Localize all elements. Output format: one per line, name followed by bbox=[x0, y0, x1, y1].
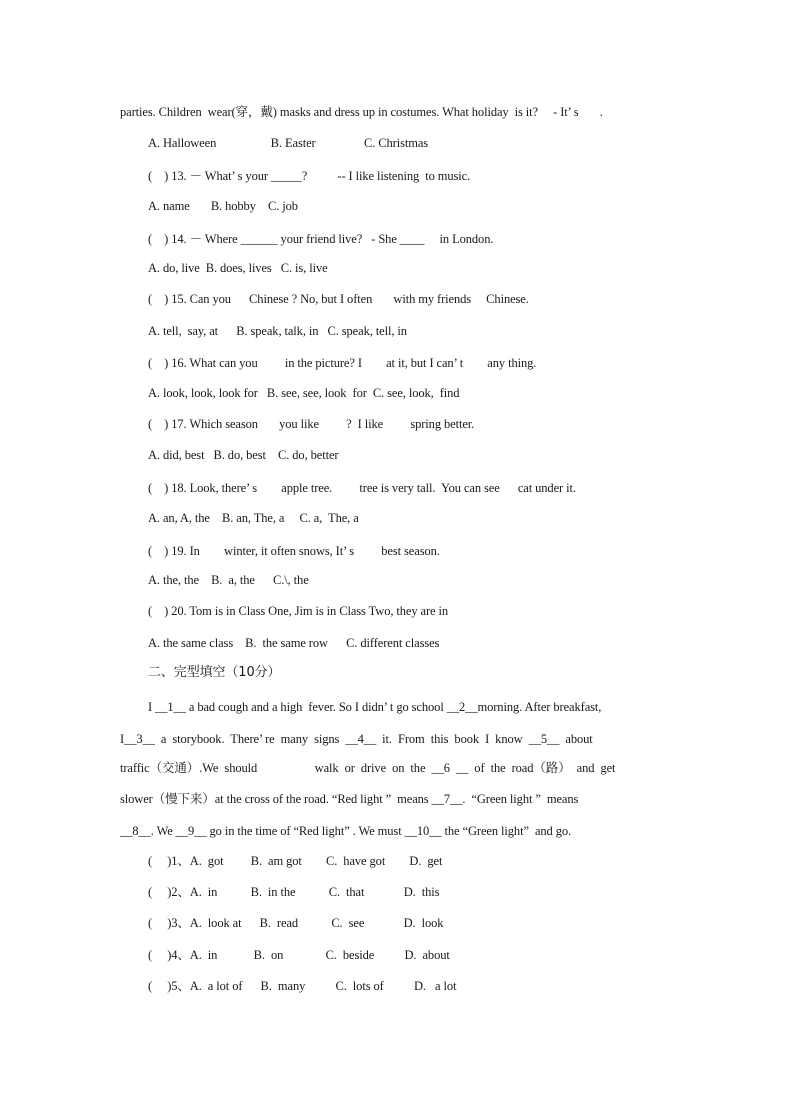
cloze-item-1: ( )1、A. got B. am got C. have got D. get bbox=[148, 854, 443, 868]
question-19-options: A. the, the B. a, the C.\, the bbox=[148, 573, 309, 587]
question-20: ( ) 20. Tom is in Class One, Jim is in Class Two, they are in bbox=[148, 604, 449, 618]
question-16: ( ) 16. What can you in the picture? I at it, but I can’ t any thing. bbox=[148, 356, 537, 370]
question-12-options: A. Halloween B. Easter C. Christmas bbox=[148, 136, 429, 150]
question-18: ( ) 18. Look, there’ s apple tree. tree is very tall. You can see cat under it. bbox=[148, 481, 576, 495]
passage-line-2: I__3__ a storybook. There’ re many signs __4__ it. From this book I know __5__ about bbox=[120, 732, 593, 746]
question-14: ( ) 14. － Where ______ your friend live? - She ____ in London. bbox=[148, 232, 494, 246]
cloze-item-3: ( )3、A. look at B. read C. see D. look bbox=[148, 916, 444, 930]
cloze-item-5: ( )5、A. a lot of B. many C. lots of D. a lot bbox=[148, 979, 457, 993]
cloze-item-4: ( )4、A. in B. on C. beside D. about bbox=[148, 948, 450, 962]
section-2-heading: 二、完型填空（10分） bbox=[148, 665, 281, 680]
question-15-options: A. tell, say, at B. speak, talk, in C. speak, tell, in bbox=[148, 324, 407, 338]
cloze-item-2: ( )2、A. in B. in the C. that D. this bbox=[148, 885, 440, 899]
question-13-options: A. name B. hobby C. job bbox=[148, 199, 298, 213]
passage-line-5: __8__. We __9__ go in the time of “Red light” . We must __10__ the “Green light” and go. bbox=[120, 824, 572, 838]
question-12-tail: parties. Children wear(穿，戴) masks and dress up in costumes. What holiday is it? - It’ s . bbox=[120, 105, 603, 119]
question-15: ( ) 15. Can you Chinese ? No, but I often with my friends Chinese. bbox=[148, 292, 529, 306]
passage-line-1: I __1__ a bad cough and a high fever. So I didn’ t go school __2__morning. After breakfast, bbox=[148, 700, 602, 714]
question-17-options: A. did, best B. do, best C. do, better bbox=[148, 448, 339, 462]
question-13: ( ) 13. － What’ s your _____? -- I like listening to music. bbox=[148, 169, 471, 183]
question-20-options: A. the same class B. the same row C. different classes bbox=[148, 636, 440, 650]
question-19: ( ) 19. In winter, it often snows, It’ s best season. bbox=[148, 544, 440, 558]
question-14-options: A. do, live B. does, lives C. is, live bbox=[148, 261, 328, 275]
passage-line-3: traffic（交通）.We should walk or drive on the __6 __ of the road（路） and get bbox=[120, 761, 616, 775]
passage-line-4: slower（慢下来）at the cross of the road. “Red light ” means __7__. “Green light ” means bbox=[120, 792, 579, 806]
question-18-options: A. an, A, the B. an, The, a C. a, The, a bbox=[148, 511, 359, 525]
question-17: ( ) 17. Which season you like ? I like spring better. bbox=[148, 417, 475, 431]
question-16-options: A. look, look, look for B. see, see, look for C. see, look, find bbox=[148, 386, 460, 400]
